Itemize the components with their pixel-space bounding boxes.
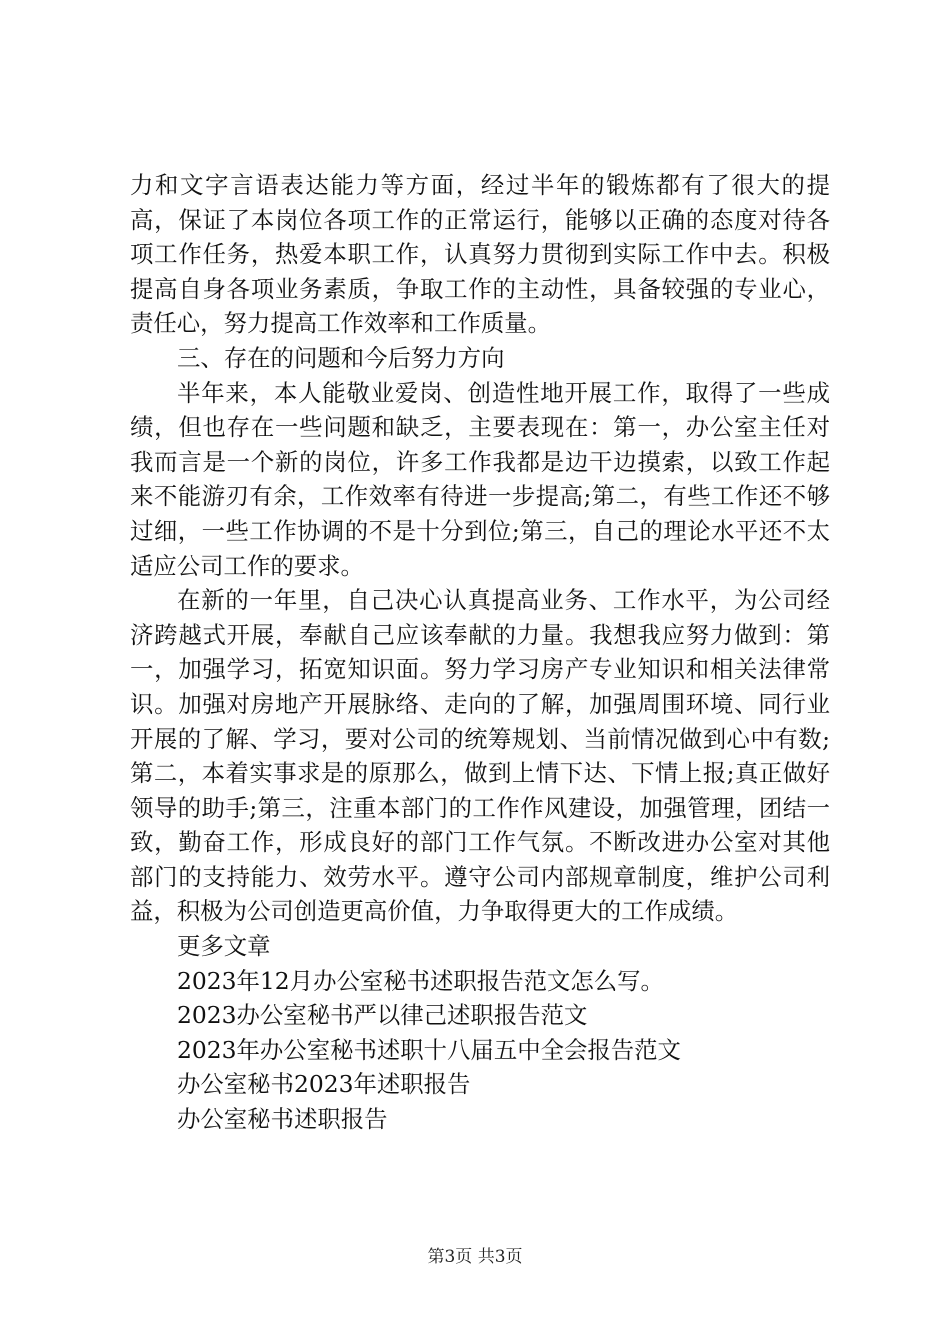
more-article-link[interactable]: 办公室秘书述职报告	[177, 1105, 388, 1134]
more-articles-title: 更多文章	[177, 932, 271, 961]
paragraph-problems: 半年来，本人能敬业爱岗、创造性地开展工作，取得了一些成绩，但也存在一些问题和缺乏，主要表现在：第一，办公室主任对我而言是一个新的岗位，许多工作我都是边干边摸索，以致工作起来不能游刃有余，工作效率有待进一步提高;第二，有些工作还不够过细，一些工作协调的不是十分到位;第三，自己的理论水平还不太适应公司工作的要求。	[130, 378, 830, 580]
paragraph-plans: 在新的一年里，自己决心认真提高业务、工作水平，为公司经济跨越式开展，奉献自己应该奉献的力量。我想我应努力做到：第一，加强学习，拓宽知识面。努力学习房产专业知识和相关法律常识。加强对房地产开展脉络、走向的了解，加强周围环境、同行业开展的了解、学习，要对公司的统筹规划、当前情况做到心中有数;第二，本着实事求是的原那么，做到上情下达、下情上报;真正做好领导的助手;第三，注重本部门的工作作风建设，加强管理，团结一致，勤奋工作，形成良好的部门工作气氛。不断改进办公室对其他部门的支持能力、效劳水平。遵守公司内部规章制度，维护公司利益，积极为公司创造更高价值，力争取得更大的工作成绩。	[130, 586, 830, 926]
more-articles-list	[130, 964, 830, 1137]
more-article-link[interactable]: 2023年12月办公室秘书述职报告范文怎么写。	[177, 966, 664, 995]
page-number-footer: 第3页 共3页	[427, 1247, 523, 1267]
document-body	[130, 168, 830, 1137]
paragraph-continuation: 力和文字言语表达能力等方面，经过半年的锻炼都有了很大的提高，保证了本岗位各项工作的正常运行，能够以正确的态度对待各项工作任务，热爱本职工作，认真努力贯彻到实际工作中去。积极提高自身各项业务素质，争取工作的主动性，具备较强的专业心，责任心，努力提高工作效率和工作质量。	[130, 171, 830, 338]
more-article-link[interactable]: 办公室秘书2023年述职报告	[177, 1070, 471, 1099]
more-article-link[interactable]: 2023年办公室秘书述职十八届五中全会报告范文	[177, 1035, 681, 1064]
more-article-link[interactable]: 2023办公室秘书严以律己述职报告范文	[177, 1001, 588, 1030]
section-heading: 三、存在的问题和今后努力方向	[177, 343, 505, 372]
